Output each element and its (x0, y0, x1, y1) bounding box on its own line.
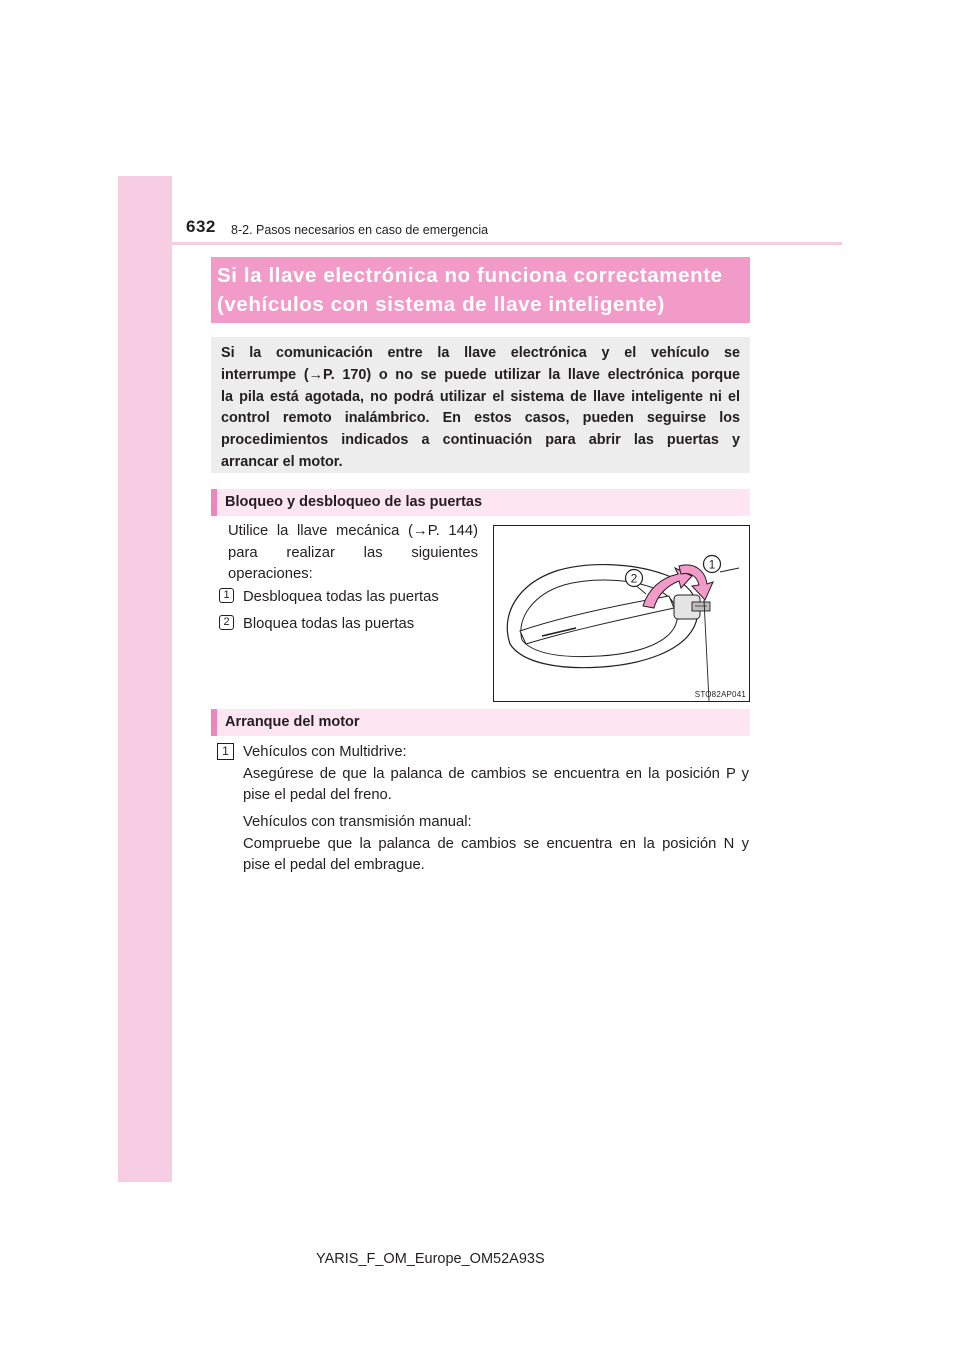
door-handle-figure (493, 525, 750, 702)
step-badge-1: 1 (219, 588, 234, 603)
engine-label: Vehículos con transmisión manual: (243, 814, 472, 830)
main-heading (211, 257, 750, 323)
figure-code: STO82AP041 (694, 690, 746, 699)
main-heading-line-2: (vehículos con sistema de llave inteligente) (217, 293, 665, 316)
page-number: 632 (186, 217, 216, 236)
figure-callout-1: 1 (708, 557, 716, 572)
section-heading-doors: Bloqueo y desbloqueo de las puertas (211, 489, 750, 516)
intro-line: interrumpe (→P. 170) o no se puede utilizar la llave electrónica porque (221, 366, 740, 383)
engine-step-badge: 1 (217, 743, 234, 760)
doors-instruction (228, 521, 478, 586)
side-tab (118, 176, 172, 1182)
step-text-unlock: Desbloquea todas las puertas (243, 589, 439, 605)
section-heading-engine: Arranque del motor (211, 709, 750, 736)
intro-line: la pila está agotada, no podrá utilizar el sistema de llave inteligente ni el (221, 388, 740, 405)
intro-line: control remoto inalámbrico. En estos casos, pueden seguirse los (221, 410, 740, 427)
engine-line: Asegúrese de que la palanca de cambios se encuentra en la posición P y (243, 765, 749, 782)
figure-callout-2: 2 (630, 571, 638, 586)
doors-instruction-line: operaciones: (228, 566, 313, 582)
engine-line: pise el pedal del embrague. (243, 857, 425, 873)
intro-box (211, 337, 750, 473)
engine-line: Compruebe que la palanca de cambios se encuentra en la posición N y (243, 835, 749, 852)
engine-paragraph-multidrive (243, 742, 749, 807)
main-heading-line-1: Si la llave electrónica no funciona correctamente (217, 264, 723, 287)
intro-line: procedimientos indicados a continuación para abrir las puertas y (221, 432, 740, 449)
footer-document-code: YARIS_F_OM_Europe_OM52A93S (316, 1251, 545, 1267)
breadcrumb: 8-2. Pasos necesarios en caso de emergencia (231, 223, 489, 237)
step-badge-2: 2 (219, 615, 234, 630)
doors-instruction-line: Utilice la llave mecánica (→P. 144) (228, 523, 478, 539)
step-text-lock: Bloquea todas las puertas (243, 616, 415, 632)
header-rule (172, 242, 842, 245)
door-handle-illustration (494, 526, 749, 701)
engine-line: pise el pedal del freno. (243, 787, 392, 803)
engine-label: Vehículos con Multidrive: (243, 744, 407, 760)
engine-paragraph-manual (243, 812, 749, 877)
doors-instruction-line: para realizar las siguientes (228, 544, 478, 561)
intro-line: Si la comunicación entre la llave electrónica y el vehículo se (221, 345, 740, 361)
intro-line: arrancar el motor. (221, 453, 343, 470)
